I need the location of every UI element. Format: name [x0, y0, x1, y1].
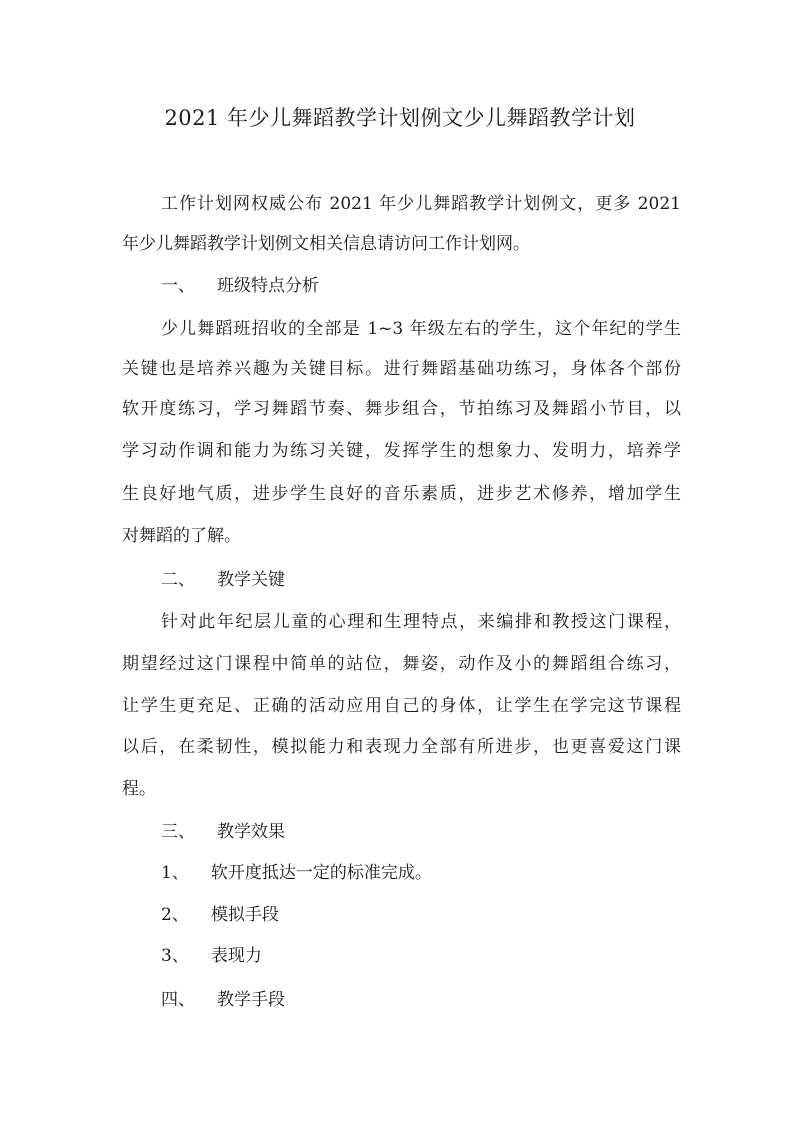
paragraph-line: 以后，在柔韧性，模拟能力和表现力全部有所进步，也更喜爱这门课	[122, 737, 681, 757]
paragraph-line: 针对此年纪层儿童的心理和生理特点，来编排和教授这门课程，	[161, 612, 681, 632]
section-heading-3	[161, 819, 285, 845]
section-number: 一、	[161, 276, 195, 296]
document-title: 2021 年少儿舞蹈教学计划例文少儿舞蹈教学计划	[164, 106, 636, 130]
section-title: 班级特点分析	[217, 276, 319, 296]
paragraph-line: 生良好地气质，进步学生良好的音乐素质，进步艺术修养，增加学生	[122, 484, 681, 504]
paragraph-line: 期望经过这门课程中简单的站位，舞姿，动作及小的舞蹈组合练习，	[122, 654, 681, 674]
section-number: 四、	[161, 990, 195, 1010]
intro-line-2: 年少儿舞蹈教学计划例文相关信息请访问工作计划网。	[122, 234, 530, 254]
paragraph-line: 学习动作调和能力为练习关键，发挥学生的想象力、发明力，培养学	[122, 441, 681, 461]
list-item	[161, 860, 432, 886]
section-heading-4	[161, 987, 285, 1013]
paragraph-line: 少儿舞蹈班招收的全部是 1~3 年级左右的学生，这个年纪的学生	[161, 319, 681, 339]
list-item	[161, 902, 279, 928]
paragraph-line: 让学生更充足、正确的活动应用自己的身体，让学生在学完这节课程	[122, 696, 681, 716]
section-number: 二、	[161, 570, 195, 590]
paragraph-line: 对舞蹈的了解。	[122, 526, 241, 546]
paragraph-line: 软开度练习，学习舞蹈节奏、舞步组合，节拍练习及舞蹈小节目，以	[122, 399, 681, 419]
list-item-text: 表现力	[210, 946, 262, 966]
list-item-text: 软开度抵达一定的标准完成。	[210, 863, 432, 883]
section-title: 教学关键	[217, 570, 285, 590]
intro-line-1: 工作计划网权威公布 2021 年少儿舞蹈教学计划例文，更多 2021	[161, 194, 681, 214]
paragraph-line: 关键也是培养兴趣为关键目标。进行舞蹈基础功练习，身体各个部份	[122, 359, 681, 379]
paragraph-line: 程。	[122, 779, 156, 799]
list-item-number: 3、	[161, 946, 189, 966]
section-title: 教学手段	[217, 990, 285, 1010]
list-item-text: 模拟手段	[210, 905, 279, 925]
list-item	[161, 943, 262, 969]
list-item-number: 2、	[161, 905, 189, 925]
section-number: 三、	[161, 822, 195, 842]
section-heading-2	[161, 567, 285, 593]
section-heading-1	[161, 273, 319, 299]
section-title: 教学效果	[217, 822, 285, 842]
list-item-number: 1、	[161, 863, 189, 883]
